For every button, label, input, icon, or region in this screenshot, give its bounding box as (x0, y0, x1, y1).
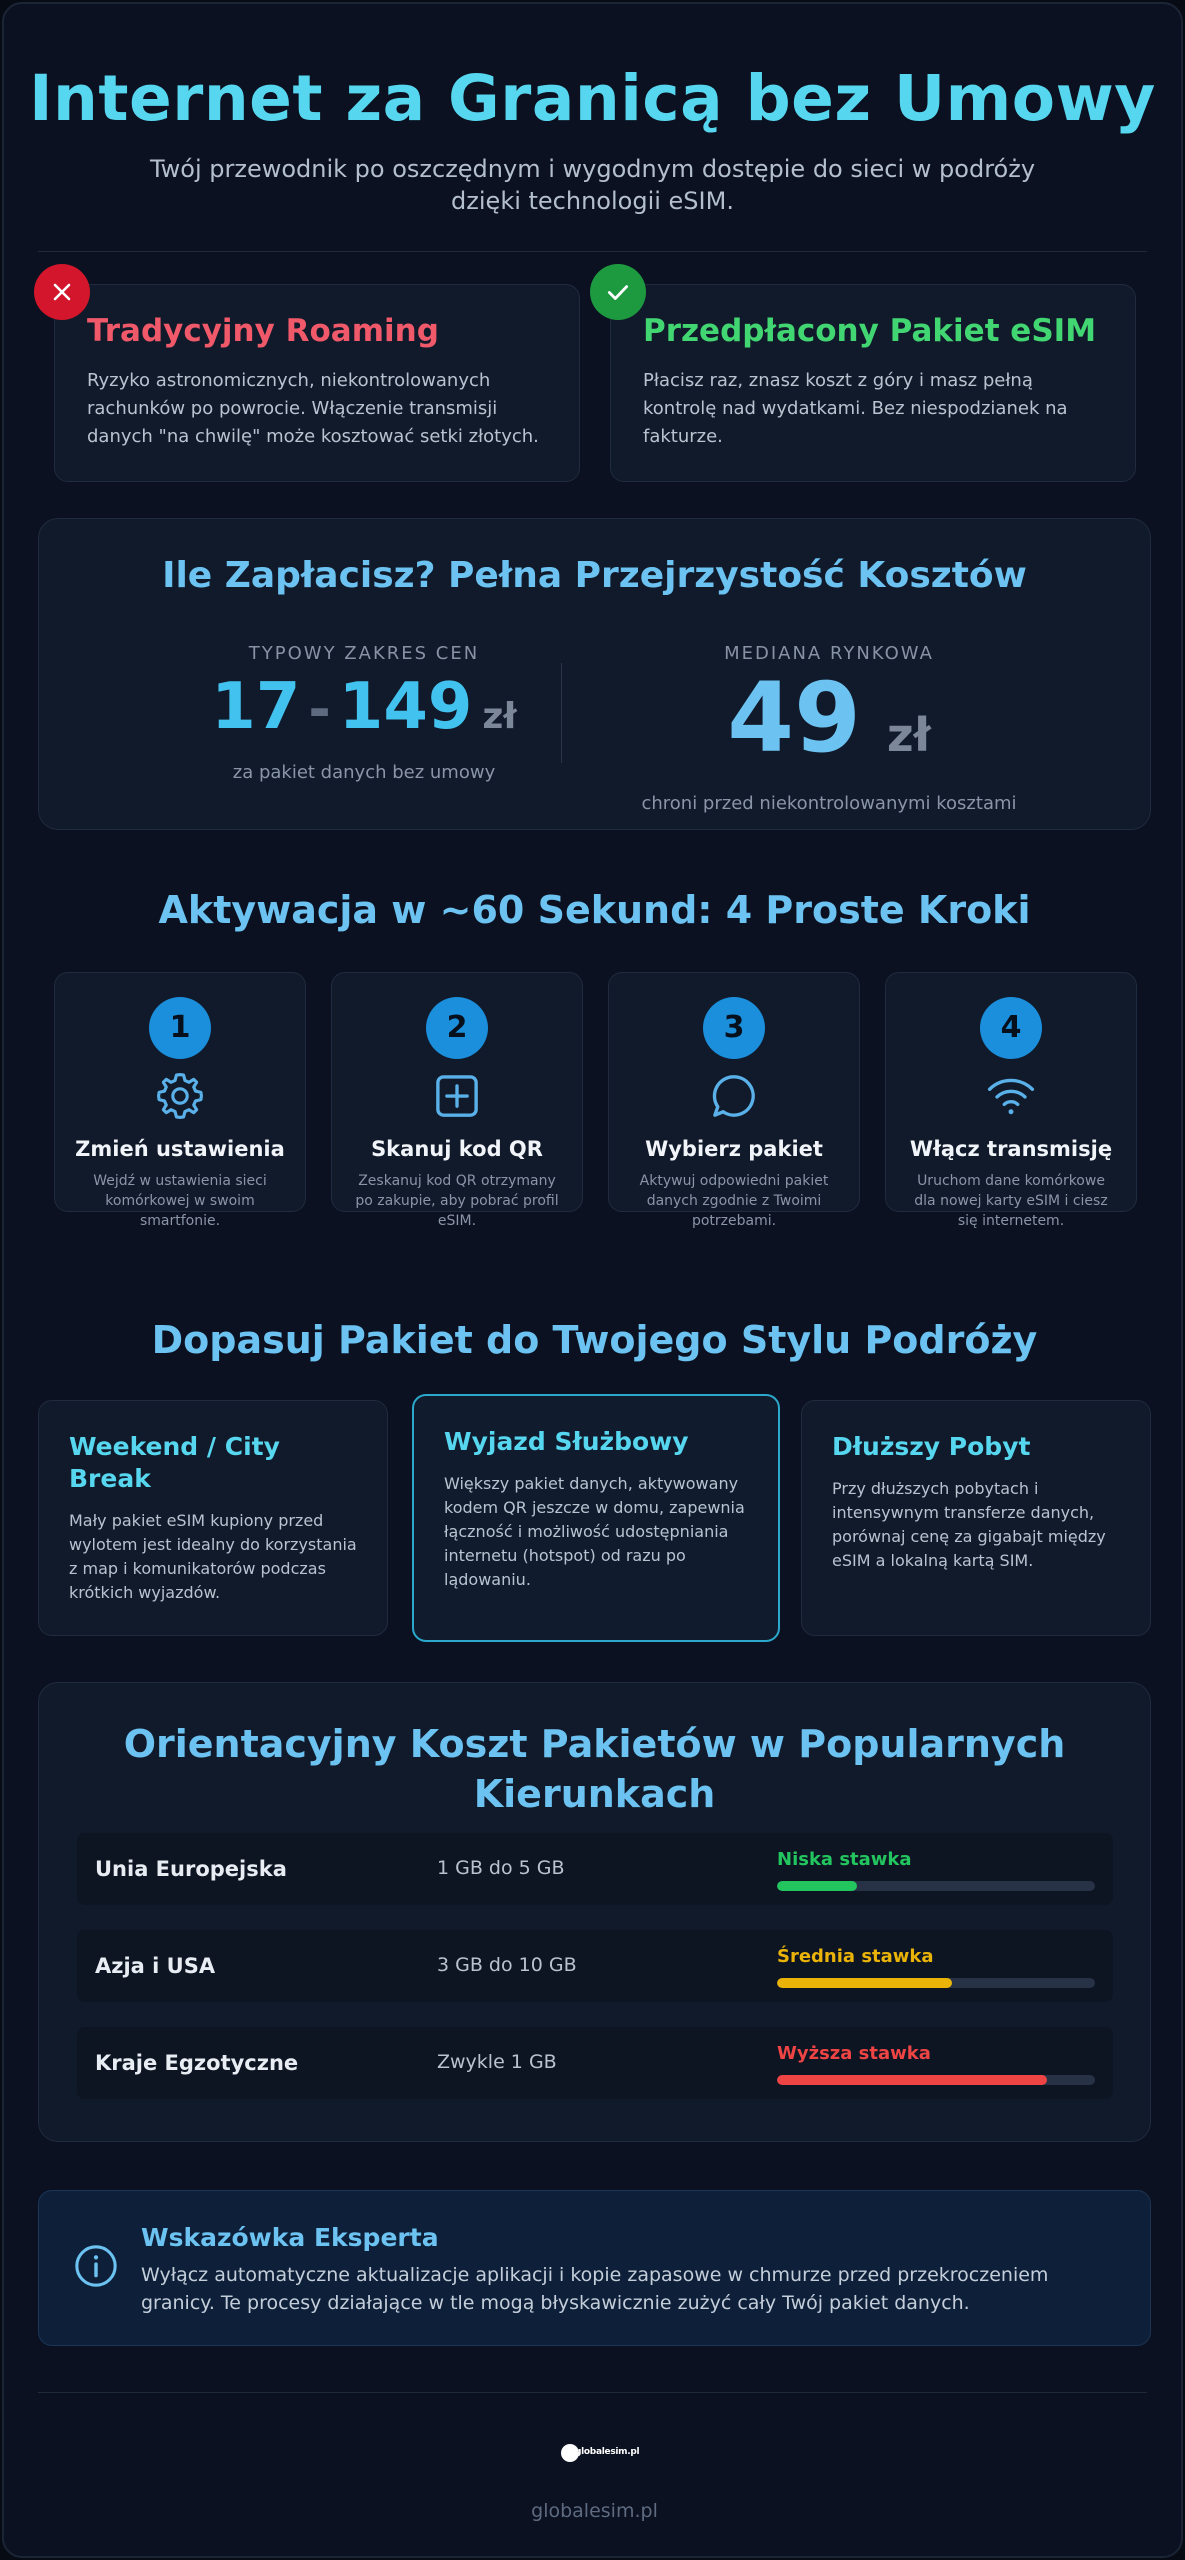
roaming-card (54, 284, 580, 482)
rate-bar (777, 2075, 1095, 2085)
plus-square-icon (430, 1069, 484, 1123)
rate-label: Średnia stawka (777, 1946, 934, 1967)
expert-tip (38, 2190, 1151, 2346)
median-number: 49 (727, 662, 861, 774)
step-number: 4 (980, 997, 1042, 1059)
brand-logo[interactable] (561, 2444, 640, 2462)
range-min: 17 (211, 670, 301, 744)
style-card-title: Wyjazd Służbowy (444, 1427, 689, 1456)
tip-title: Wskazówka Eksperta (141, 2223, 439, 2252)
range-separator: - (308, 678, 331, 741)
style-card-weekend (38, 1400, 388, 1636)
style-card-body: Większy pakiet danych, aktywowany kodem QR jeszcze w domu, zapewnia łączność i możliwość udostępniania internetu (hotspot) od razu po lądowaniu. (444, 1474, 745, 1589)
rate-bar-fill (777, 1978, 952, 1988)
step-title: Wybierz pakiet (645, 1137, 823, 1161)
table-row (77, 1833, 1113, 1905)
rate-bar-fill (777, 1881, 857, 1891)
range-caption: za pakiet danych bez umowy (232, 762, 496, 783)
range-currency: zł (482, 696, 517, 737)
step-number: 1 (149, 997, 211, 1059)
price-median (599, 643, 1059, 814)
footer-divider (38, 2392, 1147, 2393)
chat-bubble-icon (707, 1069, 761, 1123)
styles-title: Dopasuj Pakiet do Twojego Stylu Podróży (151, 1318, 1038, 1362)
step-body: Aktywuj odpowiedni pakiet danych zgodnie z Twoimi potrzebami. (639, 1173, 829, 1229)
style-card-business (412, 1394, 780, 1642)
esim-title: Przedpłacony Pakiet eSIM (643, 313, 1097, 349)
step-card (331, 972, 583, 1229)
style-card-body: Przy dłuższych pobytach i intensywnym transferze danych, porównaj cenę za gigabajt między eSIM a lokalną kartą SIM. (832, 1479, 1106, 1570)
esim-body: Płacisz raz, znasz koszt z góry i masz pełną kontrolę nad wydatkami. Bez niespodzianek na fakturze. (643, 370, 1068, 447)
roaming-body: Ryzyko astronomicznych, niekontrolowanych rachunków po powrocie. Włączenie transmisji danych "na chwilę" może kosztować setki złotych. (87, 370, 539, 447)
infographic-page (2, 2, 1183, 2558)
rate-label: Wyższa stawka (777, 2043, 931, 2064)
step-title: Skanuj kod QR (371, 1137, 543, 1161)
check-icon (590, 264, 646, 320)
step-body: Zeskanuj kod QR otrzymany po zakupie, aby pobrać profil eSIM. (355, 1173, 559, 1229)
cost-title: Orientacyjny Koszt Pakietów w Popularnych Kierunkach (123, 1722, 1066, 1816)
step-card (54, 972, 306, 1229)
logo-text: globalesim.pl (575, 2447, 640, 2457)
tip-body: Wyłącz automatyczne aktualizacje aplikacji i kopie zapasowe w chmurze przed przekroczeniem granicy. Te procesy działające w tle mogą błyskawicznie zużyć cały Twój pakiet danych. (141, 2264, 1049, 2314)
x-icon (34, 264, 90, 320)
cost-table (38, 1682, 1151, 2142)
style-card-title: Dłuższy Pobyt (832, 1432, 1031, 1461)
esim-card (610, 284, 1136, 482)
price-range (179, 643, 549, 783)
gear-icon (153, 1069, 207, 1123)
rate-bar (777, 1978, 1095, 1988)
region-name: Kraje Egzotyczne (95, 2051, 299, 2075)
region-name: Azja i USA (95, 1954, 216, 1978)
region-data: 1 GB do 5 GB (437, 1857, 565, 1879)
header (4, 4, 1181, 217)
style-card-long-stay (801, 1400, 1151, 1636)
rate-label: Niska stawka (777, 1849, 912, 1870)
comparison-section (4, 252, 1181, 532)
step-number: 2 (426, 997, 488, 1059)
style-card-body: Mały pakiet eSIM kupiony przed wylotem jest idealny do korzystania z map i komunikatorów podczas krótkich wyjazdów. (69, 1511, 357, 1602)
info-icon (73, 2243, 119, 2289)
pricing-box (38, 518, 1151, 830)
page-subtitle: Twój przewodnik po oszczędnym i wygodnym dostępie do sieci w podróży dzięki technologii eSIM. (149, 155, 1036, 215)
pricing-title: Ile Zapłacisz? Pełna Przejrzystość Kosztów (162, 555, 1027, 596)
region-data: 3 GB do 10 GB (437, 1954, 577, 1976)
step-card (608, 972, 860, 1229)
step-card (885, 972, 1137, 1229)
median-label: MEDIANA RYNKOWA (724, 643, 934, 664)
rate-bar-fill (777, 2075, 1047, 2085)
roaming-title: Tradycyjny Roaming (87, 313, 439, 349)
region-name: Unia Europejska (95, 1857, 287, 1881)
style-card-title: Weekend / City Break (69, 1432, 280, 1493)
table-row (77, 2027, 1113, 2099)
pricing-divider (561, 663, 562, 763)
rate-bar (777, 1881, 1095, 1891)
footer-site-link[interactable]: globalesim.pl (531, 2500, 658, 2522)
step-title: Włącz transmisję (909, 1137, 1113, 1161)
step-body: Uruchom dane komórkowe dla nowej karty eSIM i ciesz się internetem. (914, 1173, 1108, 1229)
step-title: Zmień ustawienia (75, 1137, 285, 1161)
median-caption: chroni przed niekontrolowanymi kosztami (641, 793, 1017, 814)
steps-title: Aktywacja w ~60 Sekund: 4 Proste Kroki (158, 888, 1031, 932)
step-number: 3 (703, 997, 765, 1059)
range-value (179, 668, 549, 756)
range-label: TYPOWY ZAKRES CEN (248, 643, 480, 664)
step-body: Wejdź w ustawienia sieci komórkowej w swoim smartfonie. (93, 1173, 267, 1229)
table-row (77, 1930, 1113, 2002)
page-title: Internet za Granicą bez Umowy (29, 62, 1156, 135)
range-max: 149 (338, 670, 473, 744)
region-data: Zwykle 1 GB (437, 2051, 557, 2073)
wifi-icon (984, 1069, 1038, 1123)
median-value (599, 662, 1059, 787)
median-currency: zł (886, 708, 931, 762)
